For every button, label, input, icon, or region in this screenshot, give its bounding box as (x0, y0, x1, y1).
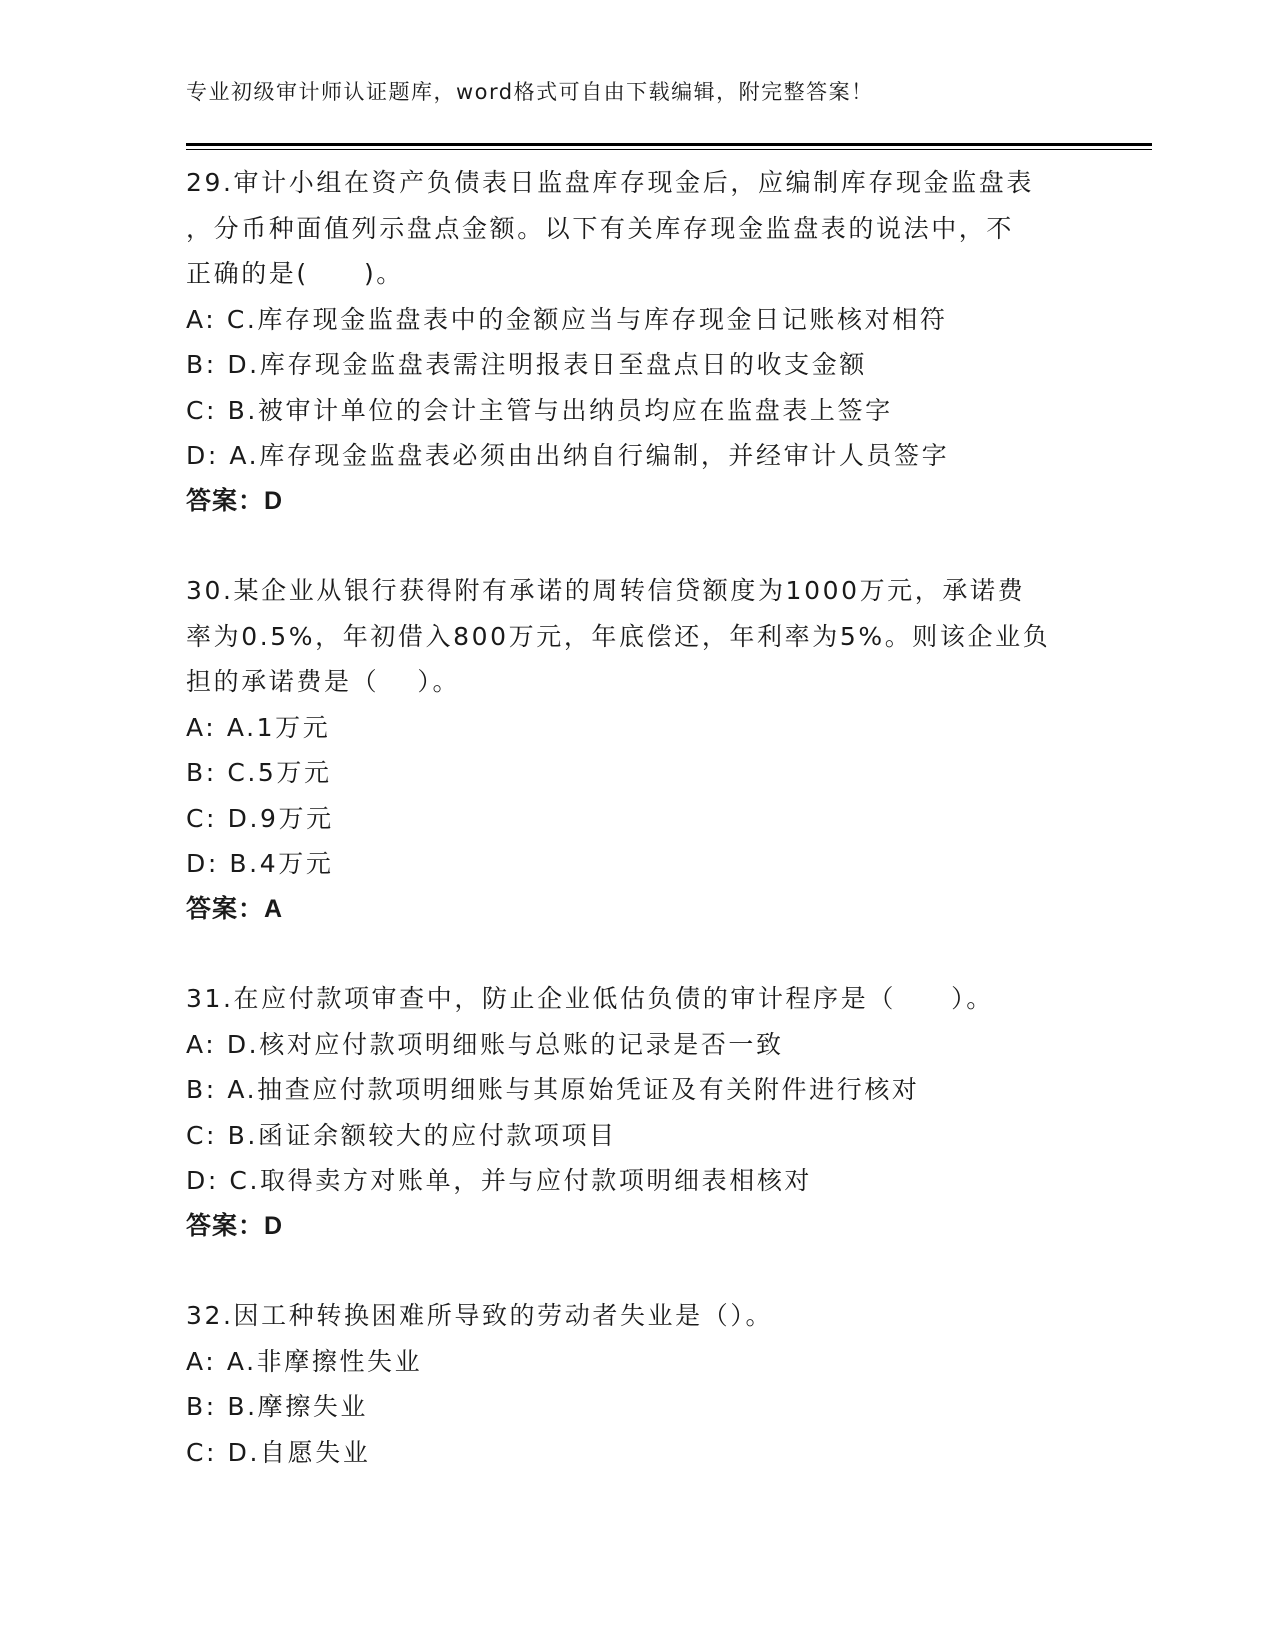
stem-line: 担的承诺费是（ ）。 (186, 667, 461, 696)
question-stem (186, 976, 1086, 1022)
question-30 (186, 568, 1086, 932)
option-c: C: B.函证余额较大的应付款项项目 (186, 1120, 617, 1150)
option-b: B: C.5万元 (186, 758, 332, 787)
option-a: A: A.非摩擦性失业 (186, 1346, 423, 1376)
stem-line: 率为0.5%，年初借入800万元，年底偿还，年利率为5%。则该企业负 (186, 621, 1051, 651)
stem-line: 31.在应付款项审查中，防止企业低估负债的审计程序是（ ）。 (186, 984, 994, 1013)
option-b: B: A.抽查应付款项明细账与其原始凭证及有关附件进行核对 (186, 1075, 920, 1104)
option-d: D: B.4万元 (186, 849, 334, 878)
stem-line: 正确的是( )。 (186, 259, 404, 288)
option-b: B: B.摩擦失业 (186, 1392, 369, 1421)
option-c: C: D.自愿失业 (186, 1437, 371, 1467)
stem-line: 29.审计小组在资产负债表日监盘库存现金后，应编制库存现金监盘表 (186, 168, 1034, 197)
page-header: 专业初级审计师认证题库，word格式可自由下载编辑，附完整答案！ (186, 80, 874, 104)
stem-line: 32.因工种转换困难所导致的劳动者失业是（）。 (186, 1301, 774, 1330)
header-rule-thin (186, 149, 1152, 150)
question-31 (186, 976, 1086, 1249)
option-d: D: C.取得卖方对账单，并与应付款项明细表相核对 (186, 1166, 813, 1195)
question-stem (186, 568, 1086, 705)
option-a: A: C.库存现金监盘表中的金额应当与库存现金日记账核对相符 (186, 304, 948, 334)
question-stem (186, 1293, 1086, 1339)
question-32 (186, 1293, 1086, 1475)
option-d: D: A.库存现金监盘表必须由出纳自行编制，并经审计人员签字 (186, 441, 950, 470)
option-a: A: D.核对应付款项明细账与总账的记录是否一致 (186, 1029, 784, 1059)
option-b: B: D.库存现金监盘表需注明报表日至盘点日的收支金额 (186, 350, 867, 379)
stem-line: 30.某企业从银行获得附有承诺的周转信贷额度为1000万元，承诺费 (186, 576, 1026, 605)
option-c: C: B.被审计单位的会计主管与出纳员均应在监盘表上签字 (186, 395, 893, 425)
question-list (186, 160, 1086, 1519)
option-a: A: A.1万元 (186, 712, 331, 742)
answer: 答案：D (186, 1211, 284, 1240)
stem-line: ，分币种面值列示盘点金额。以下有关库存现金监盘表的说法中，不 (186, 213, 1015, 243)
header-rule-thick (186, 143, 1152, 146)
answer: 答案：D (186, 486, 284, 515)
question-29 (186, 160, 1086, 524)
answer: 答案：A (186, 894, 284, 923)
option-c: C: D.9万元 (186, 803, 334, 833)
question-stem (186, 160, 1086, 297)
